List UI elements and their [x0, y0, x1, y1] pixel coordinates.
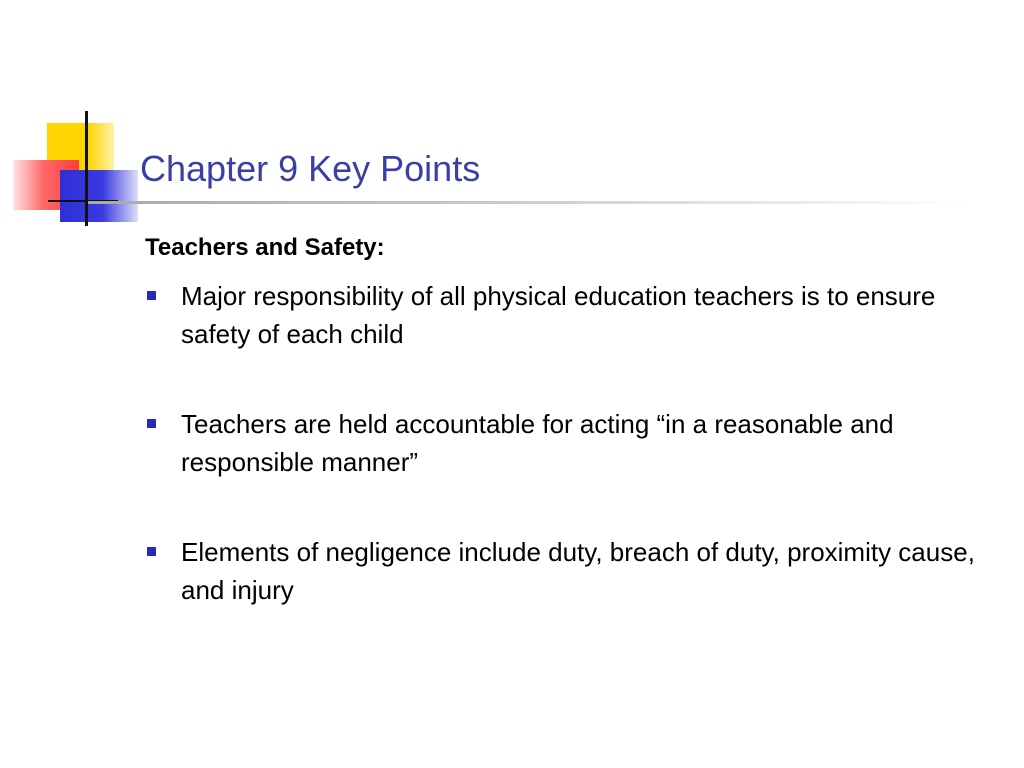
decorative-squares-logo [0, 0, 160, 240]
blue-square [60, 170, 138, 222]
bullet-list [145, 277, 1005, 609]
vertical-rule [85, 111, 88, 226]
square-bullet-icon [147, 419, 156, 428]
bullet-item [145, 277, 1005, 353]
slide-title: Chapter 9 Key Points [140, 148, 481, 189]
square-bullet-icon [147, 291, 156, 300]
bullet-text: Major responsibility of all physical education teachers is to ensure safety of each child [181, 281, 936, 350]
bullet-text: Teachers are held accountable for acting “in a reasonable and responsible manner” [181, 409, 894, 478]
section-heading: Teachers and Safety: [145, 234, 385, 261]
bullet-text: Elements of negligence include duty, breach of duty, proximity cause, and injury [181, 537, 975, 606]
slide-content [145, 232, 1005, 609]
title-underline-rule [88, 201, 968, 204]
square-bullet-icon [147, 547, 156, 556]
bullet-item [145, 533, 1005, 609]
bullet-item [145, 405, 1005, 481]
